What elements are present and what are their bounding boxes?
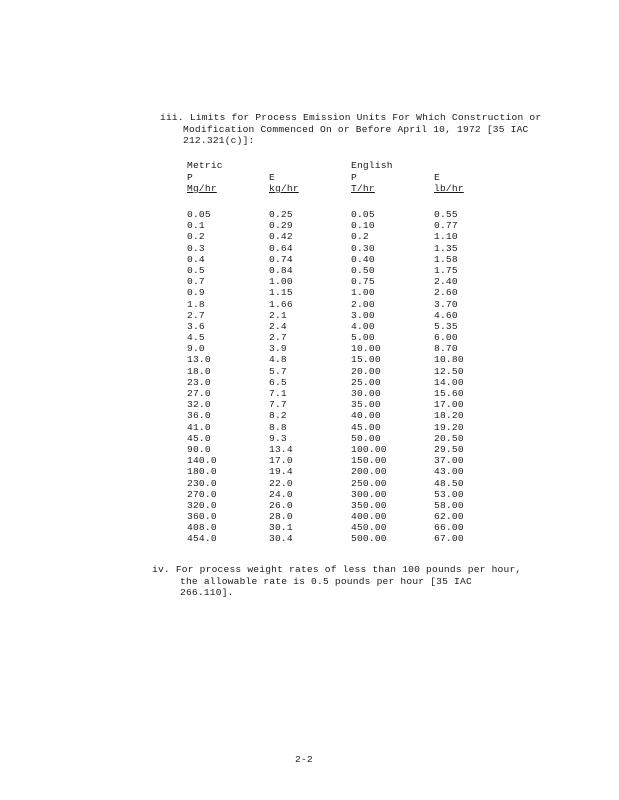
table-row: [187, 466, 487, 477]
table-cell: 150.00: [351, 455, 387, 467]
table-cell: 15.00: [351, 354, 381, 366]
table-cell: 17.00: [434, 399, 464, 411]
table-cell: 0.2: [187, 231, 205, 243]
table-cell: 2.1: [269, 309, 287, 321]
table-cell: 28.0: [269, 511, 293, 523]
table-cell: 35.00: [351, 399, 381, 411]
table-cell: 0.50: [351, 264, 375, 276]
table-cell: 360.0: [187, 511, 217, 523]
table-cell: 3.70: [434, 298, 458, 310]
table-cell: 41.0: [187, 421, 211, 433]
table-cell: 27.0: [187, 388, 211, 399]
table-cell: 18.0: [187, 365, 211, 377]
table-cell: 8.8: [269, 421, 287, 433]
table-cell: 0.05: [351, 209, 375, 220]
section-iii-line-1: Limits for Process Emission Units For Which Construction or: [189, 112, 542, 123]
table-cell: 22.0: [269, 477, 293, 489]
table-cell: 350.00: [351, 499, 387, 511]
table-cell: 450.00: [351, 522, 387, 534]
section-iii-line-3: 212.321(c)]:: [183, 135, 255, 146]
column-symbol: E: [434, 171, 440, 183]
table-cell: 29.50: [434, 443, 464, 455]
column-unit: kg/hr: [269, 183, 299, 194]
table-row: [187, 332, 487, 343]
table-row: [187, 299, 487, 310]
table-cell: 0.40: [351, 253, 375, 265]
table-cell: 454.0: [187, 533, 217, 545]
table-cell: 0.30: [351, 242, 375, 254]
table-cell: 4.00: [351, 320, 375, 332]
table-cell: 0.05: [187, 209, 211, 220]
table-row: [187, 321, 487, 332]
table-cell: 2.4: [269, 320, 287, 332]
table-cell: 0.7: [187, 276, 205, 288]
table-cell: 26.0: [269, 499, 293, 511]
table-header-metric-p: [187, 160, 223, 195]
table-row: [187, 410, 487, 421]
table-cell: 67.00: [434, 533, 464, 545]
table-cell: 90.0: [187, 443, 211, 455]
table-cell: 45.0: [187, 432, 211, 444]
table-cell: 1.66: [269, 298, 293, 310]
table-cell: 45.00: [351, 421, 381, 433]
table-row: [187, 388, 487, 399]
table-cell: 5.7: [269, 365, 287, 377]
table-cell: 1.58: [434, 253, 458, 265]
table-cell: 180.0: [187, 466, 217, 478]
table-cell: 23.0: [187, 376, 211, 388]
table-cell: 20.50: [434, 432, 464, 444]
column-unit: Mg/hr: [187, 183, 217, 194]
section-iii: [160, 112, 541, 147]
table-cell: 5.00: [351, 332, 375, 344]
table-cell: 24.0: [269, 488, 293, 500]
table-cell: 140.0: [187, 455, 217, 467]
column-symbol: P: [187, 171, 193, 183]
table-cell: 0.3: [187, 242, 205, 254]
table-cell: 1.8: [187, 298, 205, 310]
table-cell: 0.4: [187, 253, 205, 265]
table-cell: 3.6: [187, 320, 205, 332]
table-cell: 20.00: [351, 365, 381, 377]
table-cell: 3.9: [269, 343, 287, 355]
table-header-english-p: [351, 160, 393, 195]
column-symbol: P: [351, 171, 357, 183]
table-row: [187, 366, 487, 377]
table-cell: 19.20: [434, 421, 464, 433]
section-iv-line-3: 266.110].: [180, 587, 234, 598]
table-row: [187, 354, 487, 365]
table-row: [187, 254, 487, 265]
table-cell: 58.00: [434, 499, 464, 511]
table-cell: 6.00: [434, 332, 458, 344]
table-row: [187, 377, 487, 388]
table-cell: 30.1: [269, 522, 293, 534]
table-row: [187, 310, 487, 321]
table-cell: 0.84: [269, 264, 293, 276]
table-cell: 4.8: [269, 354, 287, 366]
table-cell: 48.50: [434, 477, 464, 489]
table-cell: 9.0: [187, 343, 205, 355]
table-row: [187, 500, 487, 511]
english-label: English: [351, 160, 393, 171]
table-row: [187, 287, 487, 298]
table-cell: 0.77: [434, 220, 458, 232]
table-row: [187, 455, 487, 466]
table-cell: 200.00: [351, 466, 387, 478]
table-cell: 7.7: [269, 399, 287, 411]
table-cell: 4.60: [434, 309, 458, 321]
table-cell: 5.35: [434, 320, 458, 332]
table-cell: 4.5: [187, 332, 205, 344]
metric-label: Metric: [187, 160, 223, 171]
table-cell: 1.00: [269, 276, 293, 288]
table-cell: 0.2: [351, 231, 369, 243]
table-row: [187, 422, 487, 433]
column-unit: lb/hr: [434, 183, 464, 194]
table-cell: 10.80: [434, 354, 464, 366]
table-row: [187, 343, 487, 354]
section-iv: [152, 564, 521, 599]
table-cell: 40.00: [351, 410, 381, 422]
table-cell: 0.29: [269, 220, 293, 232]
table-cell: 0.42: [269, 231, 293, 243]
table-cell: 2.00: [351, 298, 375, 310]
table-row: [187, 231, 487, 242]
table-cell: 18.20: [434, 410, 464, 422]
table-body: [187, 209, 487, 545]
table-row: [187, 243, 487, 254]
table-row: [187, 209, 487, 220]
table-cell: 15.60: [434, 388, 464, 399]
column-unit: T/hr: [351, 183, 375, 194]
table-cell: 3.00: [351, 309, 375, 321]
table-row: [187, 444, 487, 455]
table-cell: 1.75: [434, 264, 458, 276]
table-cell: 0.25: [269, 209, 293, 220]
table-cell: 19.4: [269, 466, 293, 478]
table-cell: 0.74: [269, 253, 293, 265]
table-cell: 7.1: [269, 388, 287, 399]
table-cell: 1.00: [351, 287, 375, 299]
table-cell: 32.0: [187, 399, 211, 411]
table-cell: 230.0: [187, 477, 217, 489]
table-cell: 30.4: [269, 533, 293, 545]
table-cell: 320.0: [187, 499, 217, 511]
table-cell: 0.9: [187, 287, 205, 299]
table-cell: 2.60: [434, 287, 458, 299]
table-row: [187, 433, 487, 444]
table-cell: 0.75: [351, 276, 375, 288]
table-cell: 37.00: [434, 455, 464, 467]
table-row: [187, 220, 487, 231]
table-header-metric-e: [269, 160, 299, 195]
section-iii-line-2: Modification Commenced On or Before April 10, 1972 [35 IAC: [183, 123, 529, 135]
table-cell: 500.00: [351, 533, 387, 545]
table-row: [187, 399, 487, 410]
table-row: [187, 522, 487, 533]
table-cell: 14.00: [434, 376, 464, 388]
table-cell: 43.00: [434, 466, 464, 478]
table-cell: 8.2: [269, 410, 287, 422]
table-row: [187, 511, 487, 522]
table-cell: 0.55: [434, 209, 458, 220]
table-cell: 62.00: [434, 511, 464, 523]
table-cell: 100.00: [351, 443, 387, 455]
table-row: [187, 533, 487, 544]
table-row: [187, 478, 487, 489]
table-cell: 13.4: [269, 443, 293, 455]
table-cell: 2.7: [269, 332, 287, 344]
table-cell: 1.35: [434, 242, 458, 254]
section-iii-marker: iii.: [160, 112, 184, 123]
table-cell: 6.5: [269, 376, 287, 388]
section-iv-line-1: For process weight rates of less than 100 pounds per hour,: [175, 564, 522, 575]
table-cell: 0.5: [187, 264, 205, 276]
table-row: [187, 276, 487, 287]
table-cell: 270.0: [187, 488, 217, 500]
page-number: 2-2: [295, 754, 313, 765]
table-cell: 2.7: [187, 309, 205, 321]
table-cell: 8.70: [434, 343, 458, 355]
table-cell: 53.00: [434, 488, 464, 500]
table-cell: 0.1: [187, 220, 205, 232]
table-cell: 0.10: [351, 220, 375, 232]
table-cell: 408.0: [187, 522, 217, 534]
column-symbol: E: [269, 171, 275, 183]
table-cell: 0.64: [269, 242, 293, 254]
table-cell: 25.00: [351, 376, 381, 388]
table-cell: 1.15: [269, 287, 293, 299]
table-row: [187, 265, 487, 276]
table-cell: 2.40: [434, 276, 458, 288]
table-cell: 12.50: [434, 365, 464, 377]
table-cell: 400.00: [351, 511, 387, 523]
section-iv-line-2: the allowable rate is 0.5 pounds per hour [35 IAC: [180, 575, 472, 587]
table-cell: 13.0: [187, 354, 211, 366]
table-cell: 9.3: [269, 432, 287, 444]
table-header-english-e: [434, 160, 464, 195]
table-cell: 50.00: [351, 432, 381, 444]
table-row: [187, 489, 487, 500]
table-cell: 36.0: [187, 410, 211, 422]
table-cell: 66.00: [434, 522, 464, 534]
table-cell: 30.00: [351, 388, 381, 399]
table-cell: 300.00: [351, 488, 387, 500]
table-cell: 250.00: [351, 477, 387, 489]
section-iv-marker: iv.: [152, 564, 170, 575]
table-cell: 1.10: [434, 231, 458, 243]
table-cell: 10.00: [351, 343, 381, 355]
table-cell: 17.0: [269, 455, 293, 467]
